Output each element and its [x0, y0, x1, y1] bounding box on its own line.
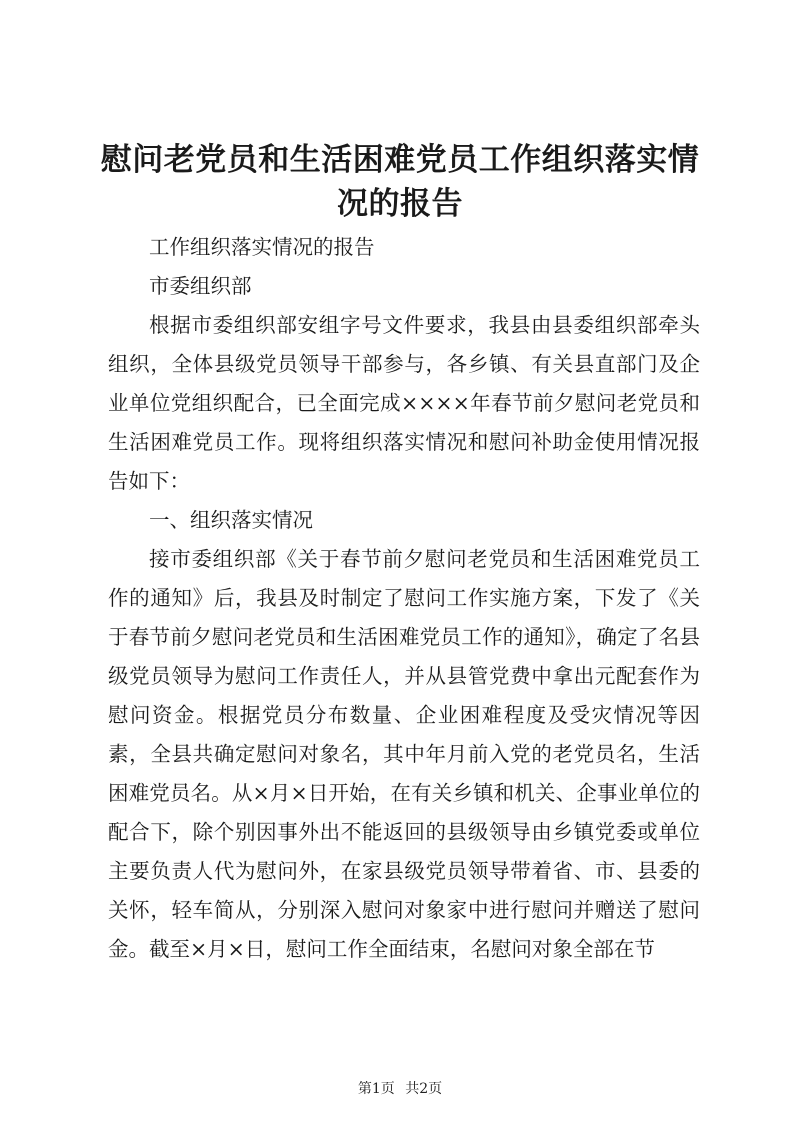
- recipient-paragraph: 市委组织部: [149, 274, 252, 298]
- section-heading: 一、组织落实情况: [149, 508, 313, 532]
- page-total: 共2页: [405, 1081, 443, 1097]
- page-footer: [0, 1080, 800, 1098]
- intro-paragraph: 根据市委组织部安组字号文件要求，我县由县委组织部牵头组织，全体县级党员领导干部参与，各乡镇、有关县直部门及企业单位党组织配合，已全面完成××××年春节前夕慰问老党员和生活困难党员工作。现将组织落实情况和慰问补助金使用情况报告如下：: [108, 313, 700, 493]
- document-body: [108, 228, 700, 969]
- subtitle-paragraph: 工作组织落实情况的报告: [149, 235, 375, 259]
- page-number: 第1页: [357, 1081, 395, 1097]
- document-title: 慰问老党员和生活困难党员工作组织落实情况的报告: [100, 142, 700, 222]
- section-paragraph: 接市委组织部《关于春节前夕慰问老党员和生活困难党员工作的通知》后，我县及时制定了慰问工作实施方案，下发了《关于春节前夕慰问老党员和生活困难党员工作的通知》，确定了名县级党员领导为慰问工作责任人，并从县管党费中拿出元配套作为慰问资金。根据党员分布数量、企业困难程度及受灾情况等因素，全县共确定慰问对象名，其中年月前入党的老党员名，生活困难党员名。从×月×日开始，在有关乡镇和机关、企事业单位的配合下，除个别因事外出不能返回的县级领导由乡镇党委或单位主要负责人代为慰问外，在家县级党员领导带着省、市、县委的关怀，轻车简从，分别深入慰问对象家中进行慰问并赠送了慰问金。截至×月×日，慰问工作全面结束，名慰问对象全部在节: [108, 547, 700, 961]
